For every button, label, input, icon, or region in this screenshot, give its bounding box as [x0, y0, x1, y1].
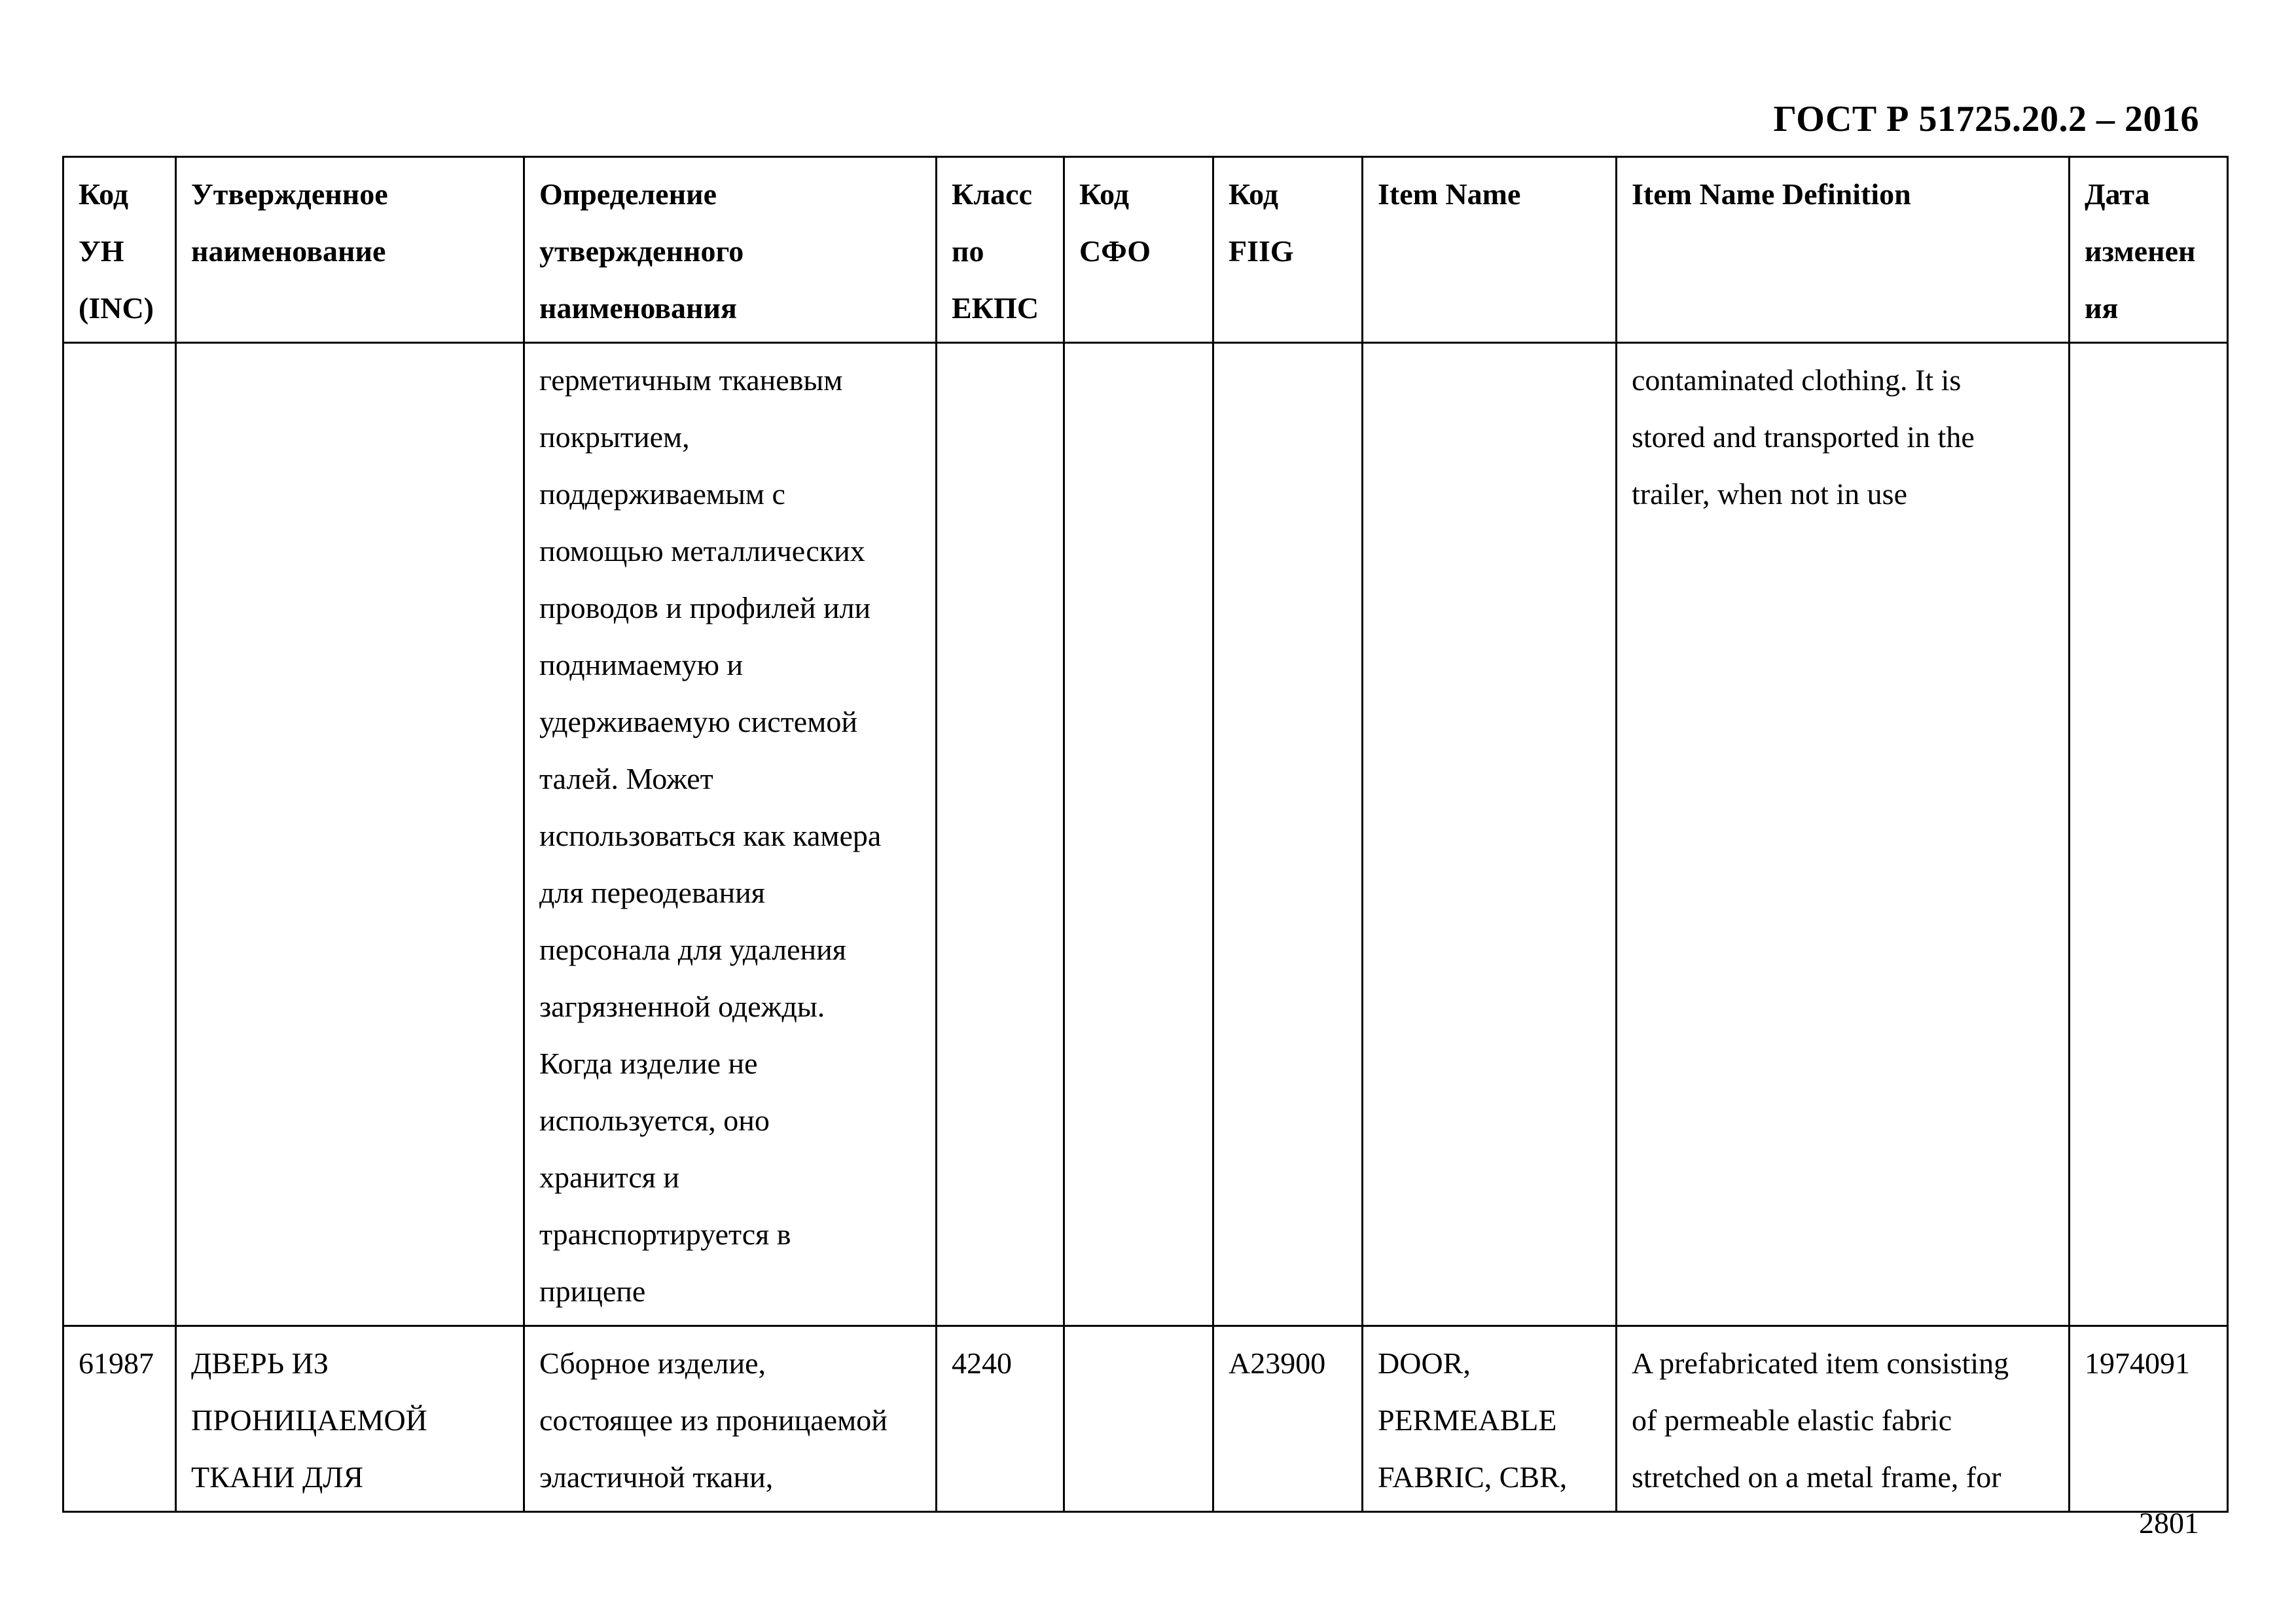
column-header-definition: Определение утвержденного наименования [524, 157, 937, 343]
cell-approved-name: ДВЕРЬ ИЗ ПРОНИЦАЕМОЙ ТКАНИ ДЛЯ [176, 1326, 524, 1512]
cell-item-name-definition: A prefabricated item consisting of permeable elastic fabric stretched on a metal frame, for [1617, 1326, 2070, 1512]
cell-sfo [1064, 343, 1213, 1326]
table-row [63, 343, 2228, 1326]
column-header-inc: Код УН (INC) [63, 157, 176, 343]
document-standard-title: ГОСТ Р 51725.20.2 – 2016 [1773, 99, 2199, 139]
cell-definition-ru: герметичным тканевым покрытием, поддерживаемым с помощью металлических проводов и профилей или поднимаемую и удерживаемую системой талей. Может использоваться как камера для переодевания персонала для удаления загрязненной одежды. Когда изделие не используется, оно хранится и транспортируется в прицепе [524, 343, 937, 1326]
cell-item-name: DOOR, PERMEABLE FABRIC, CBR, [1363, 1326, 1617, 1512]
column-header-class: Класс по ЕКПС [937, 157, 1064, 343]
cell-approved-name [176, 343, 524, 1326]
page-number: 2801 [2139, 1506, 2199, 1540]
cell-item-name [1363, 343, 1617, 1326]
catalog-table [62, 156, 2229, 1513]
cell-class [937, 343, 1064, 1326]
column-header-change-date: Дата изменен ия [2070, 157, 2228, 343]
column-header-item-name: Item Name [1363, 157, 1617, 343]
cell-fiig: A23900 [1213, 1326, 1363, 1512]
cell-inc [63, 343, 176, 1326]
cell-class: 4240 [937, 1326, 1064, 1512]
column-header-item-name-definition: Item Name Definition [1617, 157, 2070, 343]
cell-sfo [1064, 1326, 1213, 1512]
column-header-fiig: Код FIIG [1213, 157, 1363, 343]
cell-change-date [2070, 343, 2228, 1326]
cell-definition-ru: Сборное изделие, состоящее из проницаемой эластичной ткани, [524, 1326, 937, 1512]
table-header-row [63, 157, 2228, 343]
cell-change-date: 1974091 [2070, 1326, 2228, 1512]
cell-fiig [1213, 343, 1363, 1326]
column-header-approved-name: Утвержденное наименование [176, 157, 524, 343]
cell-item-name-definition: contaminated clothing. It is stored and transported in the trailer, when not in use [1617, 343, 2070, 1326]
column-header-sfo: Код СФО [1064, 157, 1213, 343]
table-row [63, 1326, 2228, 1512]
cell-inc: 61987 [63, 1326, 176, 1512]
